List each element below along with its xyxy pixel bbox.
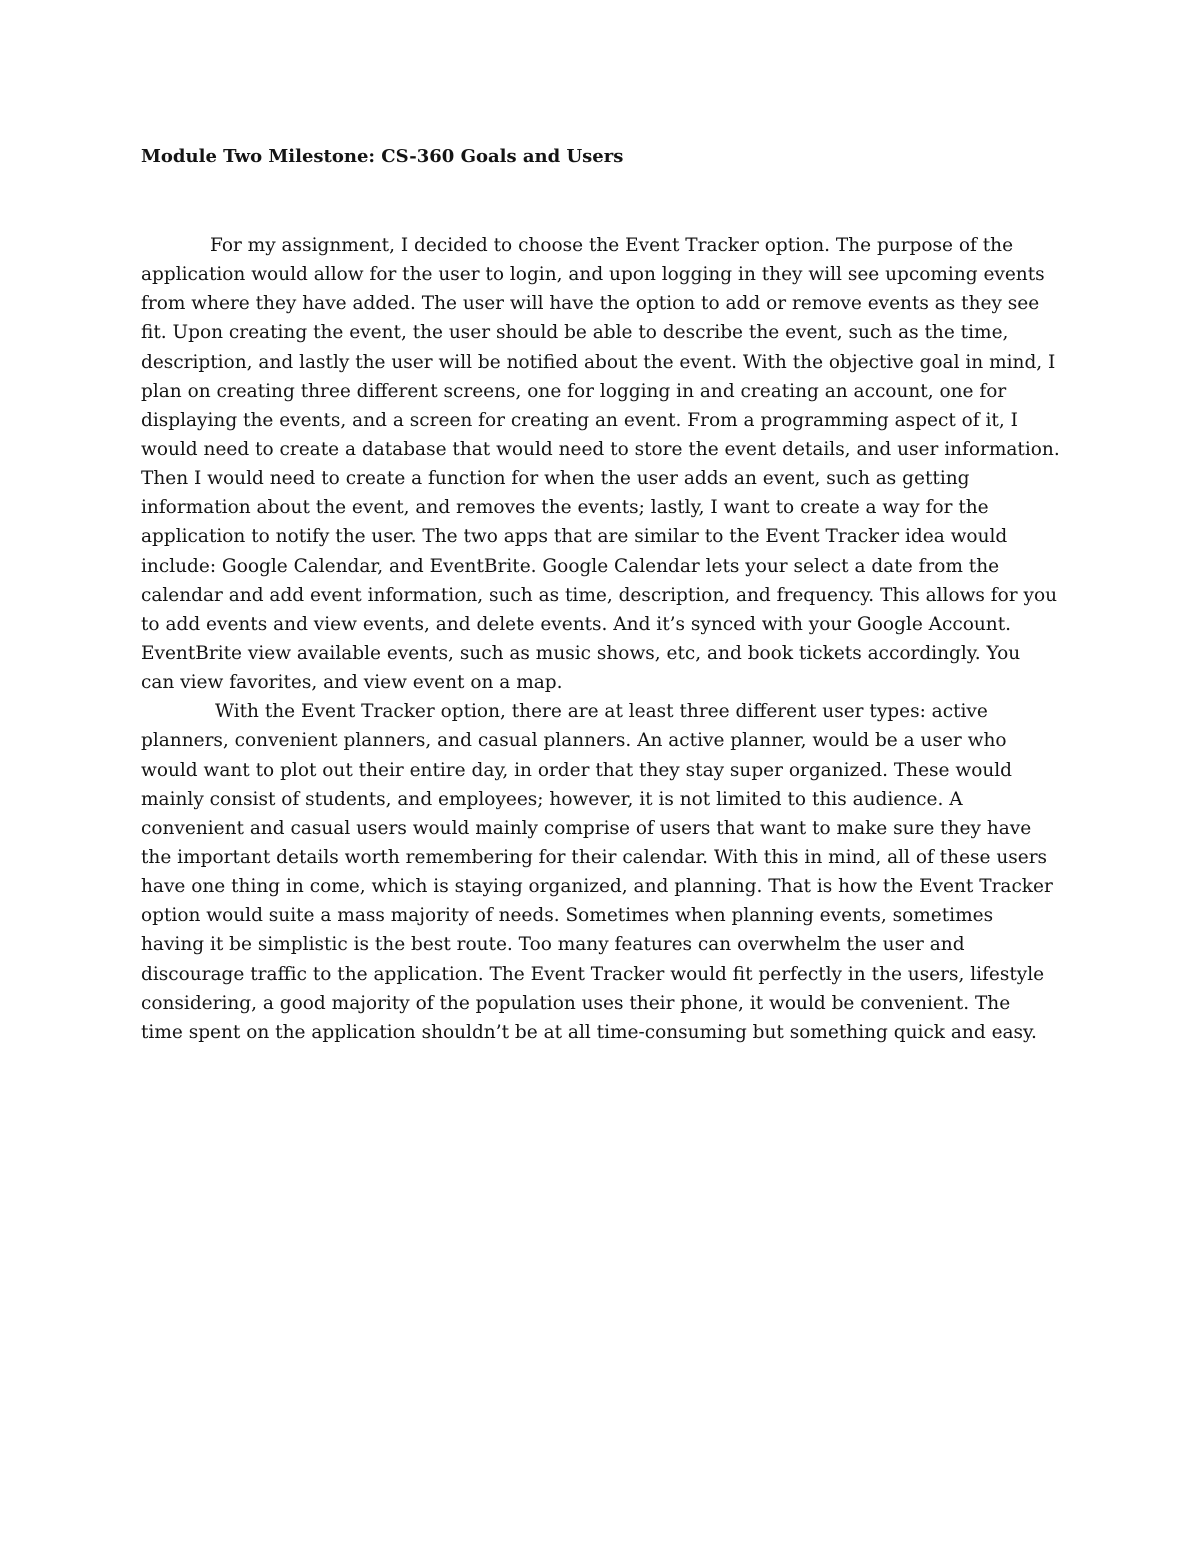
- paragraph-line: Then I would need to create a function for when the user adds an event, such as getting: [141, 468, 970, 490]
- paragraph-line: time spent on the application shouldn’t be at all time-consuming but something quick and easy.: [141, 1021, 1037, 1043]
- paragraph-line: For my assignment, I decided to choose the Event Tracker option. The purpose of the: [210, 235, 1014, 256]
- document-body: [141, 231, 1071, 1047]
- paragraph-line: would need to create a database that would need to store the event details, and user information.: [141, 438, 1060, 460]
- paragraph-2: [141, 697, 1071, 1047]
- paragraph-line: displaying the events, and a screen for creating an event. From a programming aspect of it, I: [141, 409, 1018, 431]
- paragraph-line: have one thing in come, which is staying organized, and planning. That is how the Event Tracker: [141, 876, 1053, 898]
- paragraph-line: With the Event Tracker option, there are at least three different user types: active: [215, 701, 988, 723]
- paragraph-line: information about the event, and removes the events; lastly, I want to create a way for the: [141, 497, 989, 519]
- paragraph-line: include: Google Calendar, and EventBrite. Google Calendar lets your select a date from the: [141, 555, 1000, 577]
- paragraph-line: application would allow for the user to login, and upon logging in they will see upcoming events: [141, 264, 1045, 286]
- paragraph-line: fit. Upon creating the event, the user should be able to describe the event, such as the time,: [141, 322, 1009, 344]
- paragraph-line: calendar and add event information, such as time, description, and frequency. This allows for you: [141, 584, 1058, 606]
- paragraph-line: discourage traffic to the application. The Event Tracker would fit perfectly in the users, lifestyle: [141, 963, 1045, 985]
- paragraph-line: can view favorites, and view event on a map.: [141, 672, 563, 694]
- paragraph-line: EventBrite view available events, such as music shows, etc, and book tickets accordingly. You: [141, 642, 1021, 664]
- paragraph-line: application to notify the user. The two apps that are similar to the Event Tracker idea would: [141, 526, 1008, 548]
- paragraph-line: considering, a good majority of the population uses their phone, it would be convenient. The: [141, 992, 1011, 1014]
- paragraph-1: [141, 231, 1071, 697]
- paragraph-line: plan on creating three different screens, one for logging in and creating an account, one for: [141, 380, 1007, 402]
- paragraph-line: would want to plot out their entire day, in order that they stay super organized. These would: [141, 759, 1013, 781]
- paragraph-line: mainly consist of students, and employees; however, it is not limited to this audience. A: [141, 788, 963, 810]
- paragraph-line: from where they have added. The user will have the option to add or remove events as they see: [141, 293, 1040, 315]
- paragraph-line: the important details worth remembering for their calendar. With this in mind, all of these users: [141, 846, 1048, 868]
- paragraph-line: to add events and view events, and delete events. And it’s synced with your Google Account.: [141, 613, 1012, 635]
- paragraph-line: having it be simplistic is the best route. Too many features can overwhelm the user and: [141, 934, 965, 956]
- document-title: Module Two Milestone: CS-360 Goals and Users: [141, 146, 624, 167]
- paragraph-line: option would suite a mass majority of needs. Sometimes when planning events, sometimes: [141, 905, 994, 927]
- paragraph-line: description, and lastly the user will be notified about the event. With the objective goal in mind, I: [141, 351, 1056, 373]
- paragraph-line: convenient and casual users would mainly comprise of users that want to make sure they have: [141, 817, 1032, 839]
- paragraph-line: planners, convenient planners, and casual planners. An active planner, would be a user who: [141, 730, 1007, 752]
